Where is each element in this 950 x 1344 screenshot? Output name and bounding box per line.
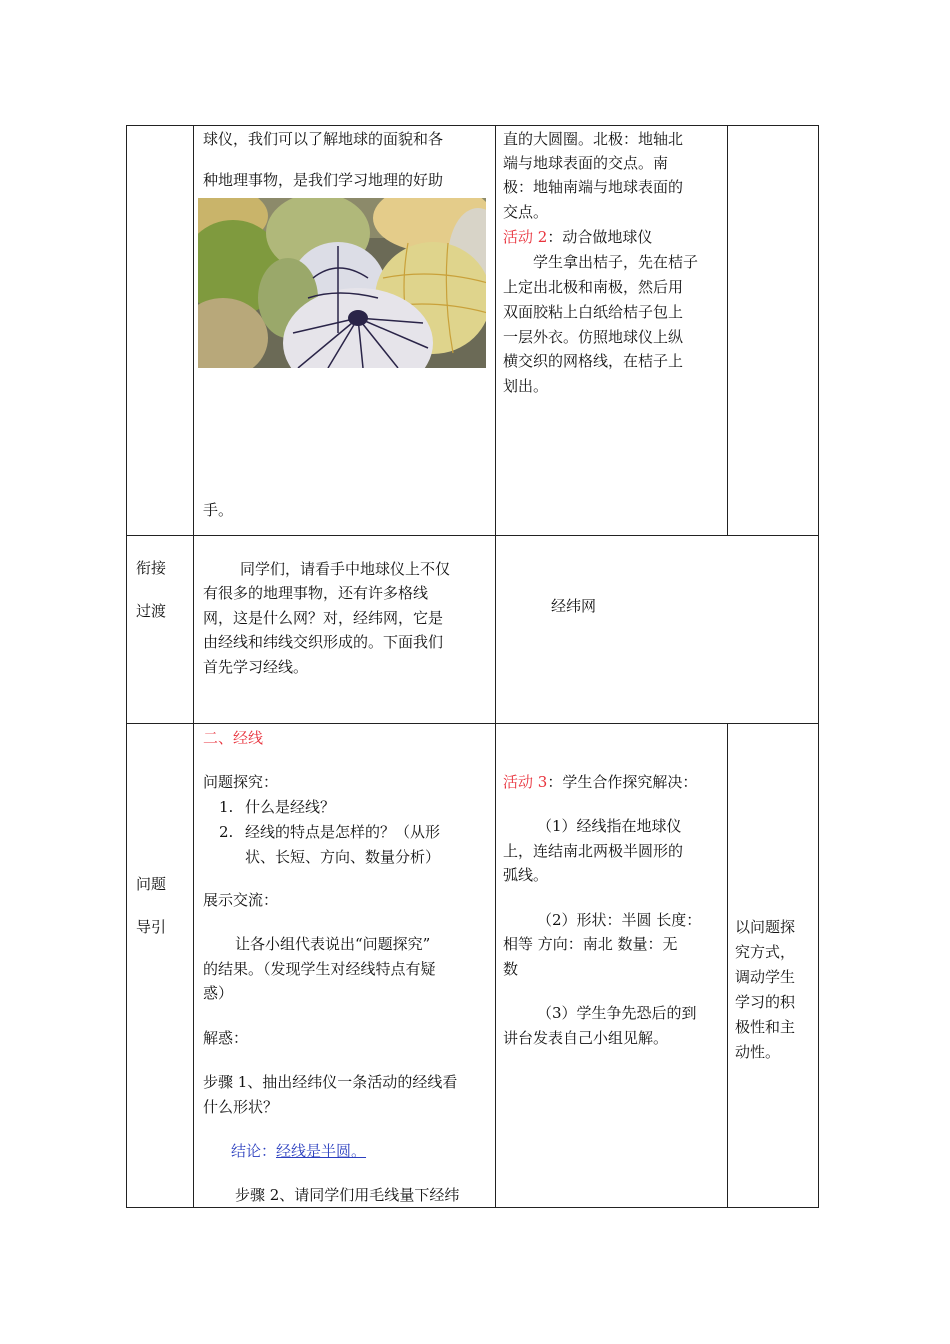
r3-label-line-2: 导引: [136, 918, 167, 936]
r2-teacher-line-4: 由经线和纬线交织形成的。下面我们: [203, 633, 444, 651]
conclusion: [231, 1139, 366, 1164]
step1-line-2: 什么形状？: [203, 1098, 279, 1116]
ans3-line-1: （3）学生争先恐后的到: [537, 1004, 697, 1022]
r2-label-line-2: 过渡: [136, 602, 167, 620]
r1-student-line-2: 端与地球表面的交点。南: [503, 154, 669, 172]
r1-student-line-3: 极：地轴南端与地球表面的: [503, 178, 684, 196]
activity-2-line-5: 横交织的网格线，在桔子上: [503, 352, 684, 370]
purpose-line-5: 极性和主: [735, 1018, 796, 1036]
purpose-line-6: 动性。: [735, 1043, 781, 1061]
r2-teacher-line-2: 有很多的地理事物，还有许多格线: [203, 584, 429, 602]
r1-teacher-line-2: 种地理事物，是我们学习地理的好助: [203, 171, 444, 189]
activity-2-line-4: 一层外衣。仿照地球仪上纵: [503, 328, 684, 346]
activity-2-line-6: 划出。: [503, 377, 549, 395]
ans1-line-3: 弧线。: [503, 866, 549, 884]
ans1-line-1: （1）经线指在地球仪: [537, 817, 682, 835]
r1-teacher-line-3: 手。: [203, 501, 234, 519]
purpose-line-2: 究方式，: [735, 943, 796, 961]
exchange-heading: 展示交流：: [203, 891, 279, 909]
purpose-line-3: 调动学生: [735, 968, 796, 986]
r1-student-line-4: 交点。: [503, 203, 549, 221]
activity-3-title: ：学生合作探究解决：: [547, 773, 698, 791]
orange-globes-photo: [198, 198, 486, 368]
r1-purpose-cell: [728, 126, 819, 536]
activity-3-label: 活动 3: [503, 773, 548, 791]
q1-number: 1.: [219, 798, 234, 816]
r2-teacher-line-5: 首先学习经线。: [203, 658, 309, 676]
resolve-heading: 解惑：: [203, 1029, 249, 1047]
r1-student-line-1: 直的大圆圈。北极：地轴北: [503, 130, 684, 148]
r3-label-line-1: 问题: [136, 875, 167, 893]
r2-student-cell: [496, 536, 819, 724]
exchange-line-3: 惑）: [203, 984, 234, 1002]
activity-3-heading: [503, 770, 697, 795]
q1-text: 什么是经线？: [245, 798, 336, 816]
ans2-line-3: 数: [503, 960, 519, 978]
r3-student-cell: [496, 724, 728, 1208]
ans2-line-1: （2）形状：半圆 长度：: [537, 911, 702, 929]
r3-label-cell: [127, 724, 194, 1208]
r1-teacher-line-1: 球仪，我们可以了解地球的面貌和各: [203, 130, 444, 148]
q2-line-1: 经线的特点是怎样的？（从形: [245, 823, 441, 841]
step1-line-1: 步骤 1、抽出经纬仪一条活动的经线看: [203, 1073, 458, 1091]
inquiry-heading: 问题探究：: [203, 773, 279, 791]
r2-teacher-line-1: 同学们，请看手中地球仪上不仅: [240, 560, 451, 578]
section-title: 二、经线: [203, 729, 264, 747]
conclusion-label: 结论：: [231, 1142, 277, 1160]
q2-number: 2.: [219, 823, 234, 841]
r1-label-cell: [127, 126, 194, 536]
r2-student-text: 经纬网: [551, 597, 597, 615]
purpose-line-4: 学习的积: [735, 993, 796, 1011]
activity-2-line-1: 学生拿出桔子，先在桔子: [533, 253, 699, 271]
activity-2-line-2: 上定出北极和南极，然后用: [503, 278, 684, 296]
purpose-line-1: 以问题探: [735, 918, 796, 936]
q2-line-2: 状、长短、方向、数量分析）: [245, 848, 441, 866]
activity-2-heading: [503, 225, 652, 250]
activity-2-label: 活动 2: [503, 228, 548, 246]
activity-2-line-3: 双面胶粘上白纸给桔子包上: [503, 303, 684, 321]
r2-teacher-line-3: 网，这是什么网？对，经纬网，它是: [203, 609, 444, 627]
exchange-line-2: 的结果。（发现学生对经线特点有疑: [203, 960, 436, 978]
exchange-line-1: 让各小组代表说出“问题探究”: [235, 935, 431, 953]
ans3-line-2: 讲台发表自己小组见解。: [503, 1029, 669, 1047]
conclusion-text: 经线是半圆。: [276, 1142, 367, 1160]
ans1-line-2: 上，连结南北两极半圆形的: [503, 842, 684, 860]
activity-2-title: ：动合做地球仪: [547, 228, 653, 246]
step2-line: 步骤 2、请同学们用毛线量下经纬: [235, 1186, 460, 1204]
r2-label-line-1: 衔接: [136, 559, 167, 577]
ans2-line-2: 相等 方向：南北 数量：无: [503, 935, 678, 953]
